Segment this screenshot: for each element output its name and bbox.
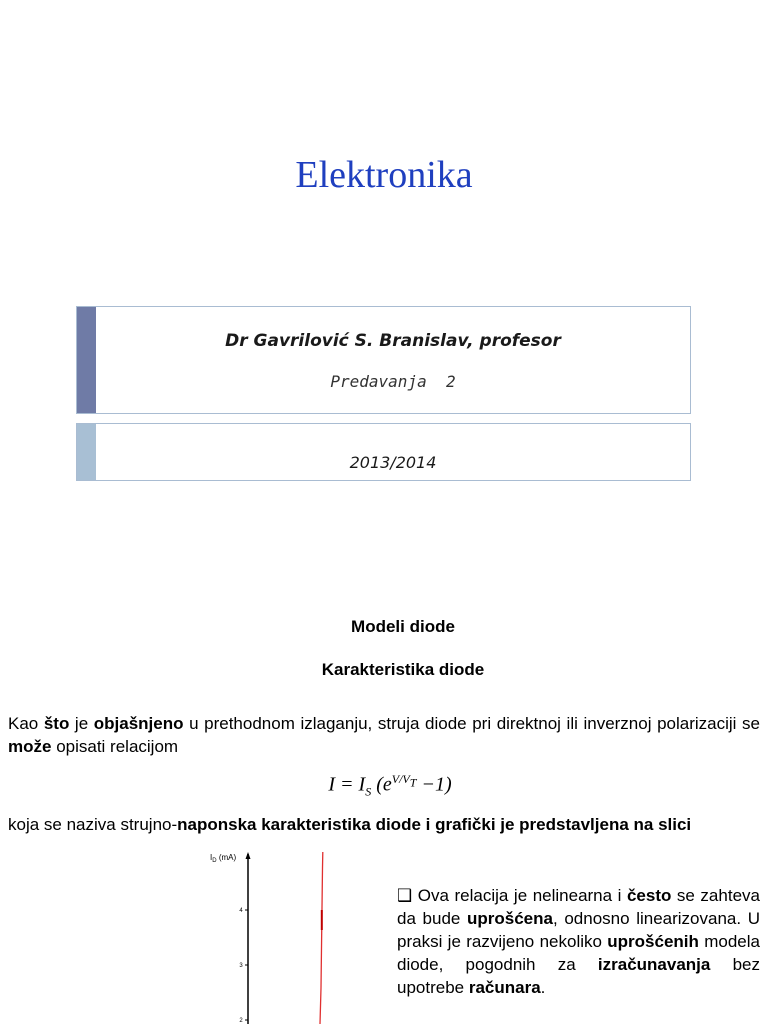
y-axis-arrow: [246, 852, 251, 859]
author-name: Dr Gavrilović S. Branislav, profesor: [225, 331, 561, 351]
y-axis-label: $I_D$ (mA): [210, 853, 237, 864]
lecture-number: Predavanja 2: [330, 372, 456, 391]
intro-paragraph: Kao što je objašnjeno u prethodnom izlaganju, struja diode pri direktnoj ili inverznoj polarizaciji se može opisati relacijom: [8, 714, 760, 756]
year-box: [76, 423, 691, 481]
diode-iv-chart: [200, 848, 340, 1024]
checkbox-icon: ❑: [397, 886, 413, 905]
author-box: [76, 306, 691, 414]
presentation-title: Elektronika: [295, 154, 473, 196]
note-paragraph: ❑ Ova relacija je nelinearna i često se zahteva da bude uprošćena, odnosno linearizovana. U praksi je razvijeno nekoliko uprošćenih modela diode, pogodnih za izračunavanja bez upotrebe računara.: [397, 886, 760, 997]
y-tick-label-4: 4: [239, 908, 243, 914]
author-box-accent-bar: [77, 307, 96, 413]
y-tick-label-3: 3: [239, 963, 243, 969]
caption-paragraph: koja se naziva strujno-naponska karakteristika diode i grafički je predstavljena na slici: [8, 815, 692, 834]
section-subheading: Karakteristika diode: [321, 660, 485, 679]
year-box-accent-bar: [77, 424, 96, 480]
y-tick-label-2: 2: [239, 1018, 243, 1024]
diode-equation: $I = I_S$ $(e^{V/V_T} -1)$: [328, 772, 452, 799]
iv-curve: [320, 852, 323, 1024]
academic-year: 2013/2014: [349, 453, 437, 472]
section-heading: Modeli diode: [351, 617, 455, 636]
